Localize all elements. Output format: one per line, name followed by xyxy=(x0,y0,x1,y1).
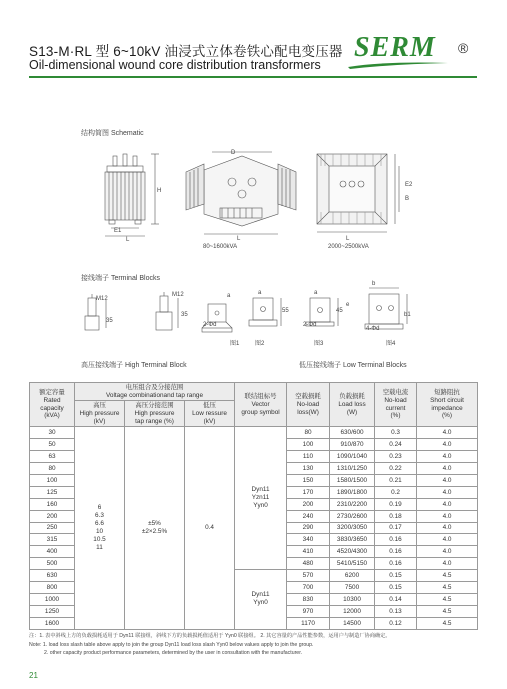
dim-a-1: a xyxy=(227,293,231,299)
cell-load-loss: 1580/1500 xyxy=(330,475,375,487)
cell-no-load-loss: 340 xyxy=(287,534,330,546)
cell-no-load-loss: 170 xyxy=(287,486,330,498)
cell-no-load-current: 0.22 xyxy=(375,463,417,475)
dim35-1: 35 xyxy=(106,318,113,324)
cell-impedance: 4.0 xyxy=(417,534,478,546)
cell-no-load-loss: 130 xyxy=(287,463,330,475)
header-capacity: 额定容量 Rated capacity (kVA) xyxy=(30,383,75,427)
brand-logo xyxy=(342,30,477,78)
cell-capacity: 80 xyxy=(30,463,75,475)
cell-impedance: 4.0 xyxy=(417,546,478,558)
dim-b1-4: b1 xyxy=(404,312,411,318)
schematic-label: 结构简图 Schematic xyxy=(81,130,144,137)
top-view-drawing xyxy=(313,150,403,238)
caption-small-range: 80~1600kVA xyxy=(203,244,238,250)
cell-impedance: 4.0 xyxy=(417,439,478,451)
logo-swoosh-icon xyxy=(346,60,450,70)
cell-load-loss: 7500 xyxy=(330,582,375,594)
cell-load-loss: 910/870 xyxy=(330,439,375,451)
fig1-label: 图1 xyxy=(230,341,240,347)
cell-load-loss: 630/600 xyxy=(330,427,375,439)
cell-load-loss: 2730/2600 xyxy=(330,510,375,522)
terminal-blocks-label: 接线端子 Terminal Blocks xyxy=(81,275,160,282)
header-no-load-current: 空载电流 No-load current (%) xyxy=(375,383,417,427)
cell-no-load-current: 0.24 xyxy=(375,439,417,451)
header-no-load-loss: 空载损耗 No-load loss(W) xyxy=(287,383,330,427)
cell-capacity: 63 xyxy=(30,451,75,463)
header-tap-range: 高压分接范围 High pressure tap range (%) xyxy=(125,401,185,427)
cell-impedance: 4.0 xyxy=(417,486,478,498)
cell-impedance: 4.0 xyxy=(417,427,478,439)
dim-e1: E1 xyxy=(114,228,122,234)
cell-vector-group-2: Dyn11 Yyn0 xyxy=(235,570,287,629)
cell-no-load-loss: 150 xyxy=(287,475,330,487)
page-title-en: Oil-dimensional wound core distribution transformers xyxy=(29,58,321,72)
cell-impedance: 4.0 xyxy=(417,451,478,463)
cell-no-load-current: 0.21 xyxy=(375,475,417,487)
terminal-fig2-drawing xyxy=(245,292,289,338)
cell-load-loss: 1890/1800 xyxy=(330,486,375,498)
dim35-2: 35 xyxy=(181,312,188,318)
cell-no-load-current: 0.14 xyxy=(375,593,417,605)
dim-b: B xyxy=(405,196,410,202)
cell-no-load-loss: 1170 xyxy=(287,617,330,629)
cell-capacity: 400 xyxy=(30,546,75,558)
header-low-pressure: 低压 Low ressure (kV) xyxy=(185,401,235,427)
cell-no-load-current: 0.16 xyxy=(375,558,417,570)
cell-capacity: 200 xyxy=(30,510,75,522)
cell-no-load-loss: 830 xyxy=(287,593,330,605)
phi-d-4: 4-Φd xyxy=(366,326,380,332)
cell-no-load-loss: 200 xyxy=(287,498,330,510)
cell-capacity: 800 xyxy=(30,582,75,594)
note-cn: 注：1. 表中斜线上方的负载损耗适用于 Dyn11 联接组，斜线下方的负载损耗值适用于 Yyn0 联接组。 2. 其它容量的产品性能参数，运用户与制造厂协商确定。 xyxy=(29,633,391,639)
logo-wordmark: SERM xyxy=(354,32,436,63)
dim-e-4: e xyxy=(346,302,350,308)
cell-no-load-loss: 410 xyxy=(287,546,330,558)
cell-capacity: 1000 xyxy=(30,593,75,605)
cell-load-loss: 2310/2200 xyxy=(330,498,375,510)
cell-impedance: 4.5 xyxy=(417,617,478,629)
dim55: 55 xyxy=(282,308,289,314)
cell-no-load-current: 0.23 xyxy=(375,451,417,463)
spec-table xyxy=(29,382,478,630)
dim-b-4: b xyxy=(372,281,376,287)
cell-capacity: 30 xyxy=(30,427,75,439)
header-voltage-group: 电压组合及分接范围 Voltage combinationand tap range xyxy=(75,383,235,401)
cell-no-load-current: 0.2 xyxy=(375,486,417,498)
spec-table-body xyxy=(30,427,478,629)
cell-impedance: 4.0 xyxy=(417,510,478,522)
dim-e2: E2 xyxy=(405,182,413,188)
cell-no-load-current: 0.12 xyxy=(375,617,417,629)
dim-l-top: L xyxy=(346,236,350,242)
cell-low-pressure: 0.4 xyxy=(185,427,235,629)
cell-no-load-loss: 110 xyxy=(287,451,330,463)
dim-l-front: L xyxy=(237,236,241,242)
cell-capacity: 1600 xyxy=(30,617,75,629)
cell-impedance: 4.5 xyxy=(417,605,478,617)
cell-load-loss: 1310/1250 xyxy=(330,463,375,475)
cell-no-load-loss: 970 xyxy=(287,605,330,617)
cell-capacity: 125 xyxy=(30,486,75,498)
cell-no-load-current: 0.15 xyxy=(375,582,417,594)
cell-impedance: 4.5 xyxy=(417,582,478,594)
cell-no-load-current: 0.16 xyxy=(375,534,417,546)
side-view-drawing xyxy=(95,150,170,242)
cell-no-load-loss: 570 xyxy=(287,570,330,582)
dim45: 45 xyxy=(336,308,343,314)
cell-capacity: 315 xyxy=(30,534,75,546)
cell-impedance: 4.0 xyxy=(417,558,478,570)
cell-load-loss: 6200 xyxy=(330,570,375,582)
cell-load-loss: 1090/1040 xyxy=(330,451,375,463)
title-divider xyxy=(29,76,477,78)
cell-no-load-current: 0.17 xyxy=(375,522,417,534)
cell-capacity: 630 xyxy=(30,570,75,582)
cell-no-load-current: 0.19 xyxy=(375,498,417,510)
cell-tap-range: ±5% ±2×2.5% xyxy=(125,427,185,629)
m12-label-2: M12 xyxy=(172,292,184,298)
cell-load-loss: 4520/4300 xyxy=(330,546,375,558)
registered-mark: ® xyxy=(458,40,469,56)
terminal-fig3-drawing xyxy=(300,292,344,338)
cell-impedance: 4.0 xyxy=(417,522,478,534)
cell-load-loss: 5410/5150 xyxy=(330,558,375,570)
terminal-fig4-drawing xyxy=(355,284,415,338)
cell-capacity: 1250 xyxy=(30,605,75,617)
cell-no-load-current: 0.15 xyxy=(375,570,417,582)
fig3-label: 图3 xyxy=(314,341,324,347)
page-title-cn: S13-M·RL 型 6~10kV 油浸式立体卷铁心配电变压器 xyxy=(29,44,343,59)
cell-capacity: 500 xyxy=(30,558,75,570)
phi-d-3: 2-Φd xyxy=(303,322,317,328)
cell-impedance: 4.0 xyxy=(417,498,478,510)
fig4-label: 图4 xyxy=(386,341,396,347)
low-terminal-caption: 低压接线端子 Low Terminal Blocks xyxy=(299,362,407,369)
front-view-drawing xyxy=(182,150,300,242)
dim-d: D xyxy=(231,150,236,156)
cell-no-load-current: 0.18 xyxy=(375,510,417,522)
cell-load-loss: 14500 xyxy=(330,617,375,629)
m12-label-1: M12 xyxy=(96,296,108,302)
cell-impedance: 4.5 xyxy=(417,593,478,605)
cell-capacity: 160 xyxy=(30,498,75,510)
cell-no-load-current: 0.16 xyxy=(375,546,417,558)
header-impedance: 短路阻抗 Short circuit impedance (%) xyxy=(417,383,478,427)
header-high-pressure: 高压 High pressure (kV) xyxy=(75,401,125,427)
header-vector: 联结组标号 Vector group symbol xyxy=(235,383,287,427)
cell-impedance: 4.0 xyxy=(417,463,478,475)
phi-d-1: 2-Φd xyxy=(203,322,217,328)
dim-l-side: L xyxy=(126,237,130,243)
fig2-label: 图2 xyxy=(255,341,265,347)
page-number: 21 xyxy=(29,671,38,680)
terminal-fig1-drawing xyxy=(196,298,240,338)
cell-load-loss: 3200/3050 xyxy=(330,522,375,534)
cell-no-load-loss: 290 xyxy=(287,522,330,534)
high-terminal-caption: 高压接线端子 High Terminal Block xyxy=(81,362,187,369)
header-load-loss: 负载损耗 Load loss (W) xyxy=(330,383,375,427)
dim-a-2: a xyxy=(258,290,262,296)
cell-no-load-loss: 240 xyxy=(287,510,330,522)
cell-impedance: 4.0 xyxy=(417,475,478,487)
cell-capacity: 50 xyxy=(30,439,75,451)
note-en-1: Note: 1. load loss slash table above apply to join the group Dyn11 load loss slash Yyn0 below values apply to join the group. xyxy=(29,642,314,648)
cell-no-load-loss: 80 xyxy=(287,427,330,439)
cell-high-pressure: 6 6.3 6.6 10 10.5 11 xyxy=(75,427,125,629)
cell-load-loss: 12000 xyxy=(330,605,375,617)
cell-no-load-loss: 480 xyxy=(287,558,330,570)
cell-no-load-loss: 100 xyxy=(287,439,330,451)
cell-capacity: 100 xyxy=(30,475,75,487)
caption-large-range: 2000~2500kVA xyxy=(328,244,369,250)
note-en-2: 2. other capacity product performance parameters, determined by the user in consultation with the manufacturer. xyxy=(44,650,303,656)
cell-load-loss: 10300 xyxy=(330,593,375,605)
cell-no-load-current: 0.13 xyxy=(375,605,417,617)
cell-vector-group-1: Dyn11 Yzn11 Yyn0 xyxy=(235,427,287,570)
cell-no-load-loss: 700 xyxy=(287,582,330,594)
cell-load-loss: 3830/3650 xyxy=(330,534,375,546)
cell-capacity: 250 xyxy=(30,522,75,534)
table-row xyxy=(30,427,478,439)
dim-a-3: a xyxy=(314,290,318,296)
cell-no-load-current: 0.3 xyxy=(375,427,417,439)
dim-h-side: H xyxy=(157,188,162,194)
cell-impedance: 4.5 xyxy=(417,570,478,582)
